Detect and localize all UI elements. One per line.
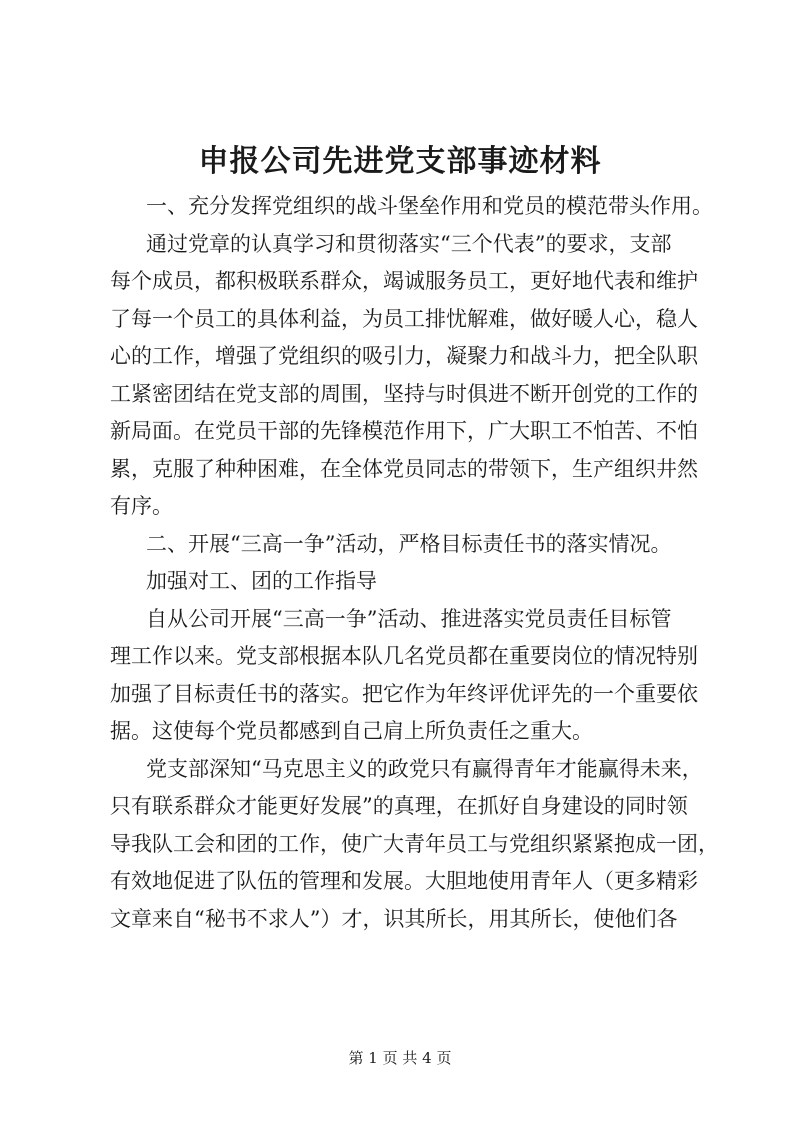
paragraph-line: 理工作以来。党支部根据本队几名党员都在重要岗位的情况特别 xyxy=(110,644,698,668)
paragraph-line: 党支部深知“马克思主义的政党只有赢得青年才能赢得未来， xyxy=(146,756,703,781)
paragraph-line: 通过党章的认真学习和贯彻落实“三个代表”的要求，支部 xyxy=(146,231,672,256)
paragraph-line: 文章来自“秘书不求人”）才，识其所长，用其所长，使他们各 xyxy=(110,906,678,931)
paragraph-line: 新局面。在党员干部的先锋模范作用下，广大职工不怕苦、不怕 xyxy=(110,419,698,443)
paragraph-line: 只有联系群众才能更好发展”的真理，在抓好自身建设的同时领 xyxy=(110,794,688,818)
document-body xyxy=(110,188,719,938)
section-heading-1: 一、充分发挥党组织的战斗堡垒作用和党员的模范带头作用。 xyxy=(146,194,713,218)
section-heading-2: 二、开展“三高一争”活动，严格目标责任书的落实情况。 xyxy=(146,531,672,556)
paragraph-line: 导我队工会和团的工作，使广大青年员工与党组织紧紧抱成一团， xyxy=(110,831,719,856)
paragraph-line: 加强对工、团的工作指导 xyxy=(146,569,377,593)
paragraph-line: 自从公司开展“三高一争”活动、推进落实党员责任目标管 xyxy=(146,606,672,631)
paragraph-line: 每个成员，都积极联系群众，竭诚服务员工，更好地代表和维护 xyxy=(110,269,698,293)
paragraph-line: 心的工作，增强了党组织的吸引力，凝聚力和战斗力，把全队职 xyxy=(110,344,698,368)
paragraph-line: 了每一个员工的具体利益，为员工排忧解难，做好暖人心，稳人 xyxy=(110,306,698,331)
document-title: 申报公司先进党支部事迹材料 xyxy=(198,144,602,179)
paragraph-line: 工紧密团结在党支部的周围，坚持与时俱进不断开创党的工作的 xyxy=(110,381,698,406)
paragraph-line: 累，克服了种种困难，在全体党员同志的带领下，生产组织井然 xyxy=(110,456,698,481)
paragraph-line: 加强了目标责任书的落实。把它作为年终评优评先的一个重要依 xyxy=(110,681,698,706)
paragraph-line: 据。这使每个党员都感到自己肩上所负责任之重大。 xyxy=(110,719,593,743)
paragraph-line: 有序。 xyxy=(110,494,173,518)
page-footer: 第 1 页 共 4 页 xyxy=(348,1049,452,1067)
paragraph-line: 有效地促进了队伍的管理和发展。大胆地使用青年人（更多精彩 xyxy=(110,869,698,893)
